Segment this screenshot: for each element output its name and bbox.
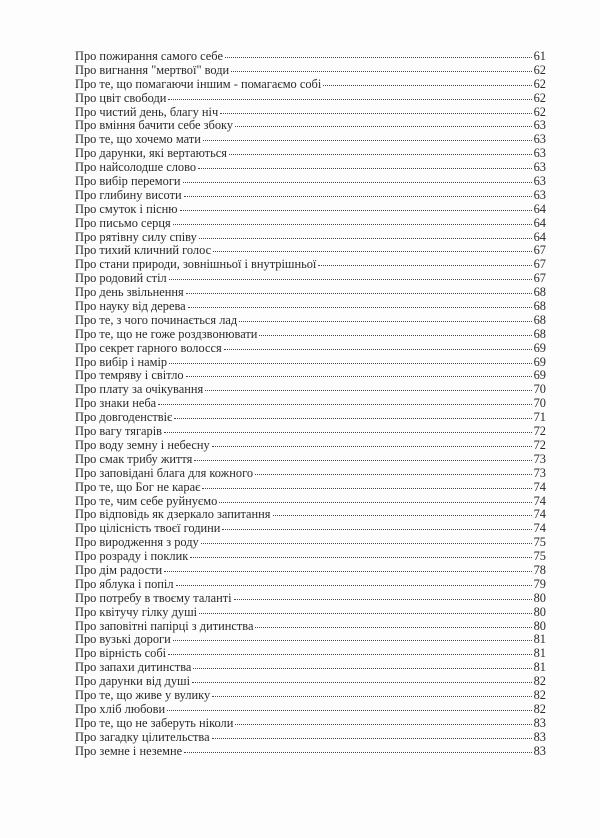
toc-entry <box>75 633 546 647</box>
dot-leader <box>188 306 532 308</box>
toc-entry-page-number: 81 <box>533 646 546 661</box>
toc-entry-title: Про день звільнення <box>75 285 184 300</box>
toc-entry-page-number: 80 <box>533 618 546 633</box>
dot-leader <box>212 737 532 739</box>
toc-entry <box>75 92 546 106</box>
toc-entry-page-number: 62 <box>533 90 546 105</box>
toc-entry <box>75 258 546 272</box>
toc-entry-title: Про воду земну і небесну <box>75 437 210 452</box>
toc-entry <box>75 731 546 745</box>
toc-entry <box>75 244 546 258</box>
toc-entry <box>75 467 546 481</box>
dot-leader <box>235 723 531 725</box>
toc-entry-page-number: 68 <box>533 285 546 300</box>
toc-entry-title: Про те, що не гоже роздзвонювати <box>75 326 258 341</box>
toc-entry <box>75 217 546 231</box>
dot-leader <box>234 598 532 600</box>
toc-entry-page-number: 63 <box>533 118 546 133</box>
dot-leader <box>273 514 532 516</box>
toc-entry-title: Про відповідь як дзеркало запитання <box>75 507 271 522</box>
toc-entry-page-number: 73 <box>533 465 546 480</box>
dot-leader <box>192 681 532 683</box>
toc-entry <box>75 383 546 397</box>
dot-leader <box>186 292 532 294</box>
toc-entry-title: Про дім радости <box>75 562 163 577</box>
toc-entry <box>75 272 546 286</box>
toc-entry-page-number: 75 <box>533 535 546 550</box>
toc-entry <box>75 425 546 439</box>
dot-leader <box>203 139 532 141</box>
toc-entry <box>75 397 546 411</box>
toc-entry <box>75 161 546 175</box>
toc-entry <box>75 300 546 314</box>
dot-leader <box>231 70 531 72</box>
dot-leader <box>318 264 531 266</box>
toc-entry-page-number: 74 <box>533 479 546 494</box>
toc-entry <box>75 745 546 759</box>
toc-entry <box>75 592 546 606</box>
toc-entry-page-number: 74 <box>533 507 546 522</box>
toc-entry-title: Про запахи дитинства <box>75 660 192 675</box>
toc-entry-title: Про те, що хочемо мати <box>75 132 201 147</box>
toc-entry-title: Про дарунки, які вертаються <box>75 146 227 161</box>
toc-entry-title: Про тихий кличний голос <box>75 243 212 258</box>
toc-entry <box>75 64 546 78</box>
toc-entry-page-number: 62 <box>533 76 546 91</box>
toc-entry-page-number: 62 <box>533 62 546 77</box>
toc-entry-page-number: 72 <box>533 424 546 439</box>
toc-entry-page-number: 79 <box>533 576 546 591</box>
toc-entry-title: Про смак трибу життя <box>75 451 193 466</box>
toc-entry-title: Про секрет гарного волосся <box>75 340 222 355</box>
toc-entry-title: Про знаки неба <box>75 396 157 411</box>
toc-entry <box>75 314 546 328</box>
toc-entry-title: Про довгоденствіє <box>75 410 173 425</box>
toc-entry-title: Про виродження з роду <box>75 535 199 550</box>
toc-entry-page-number: 70 <box>533 396 546 411</box>
dot-leader <box>186 375 532 377</box>
toc-entry-page-number: 82 <box>533 701 546 716</box>
toc-entry-title: Про вибір і намір <box>75 354 168 369</box>
toc-entry <box>75 661 546 675</box>
dot-leader <box>168 653 532 655</box>
toc-entry <box>75 647 546 661</box>
toc-entry-page-number: 62 <box>533 104 546 119</box>
toc-entry-page-number: 73 <box>533 451 546 466</box>
toc-entry <box>75 522 546 536</box>
toc-entry-title: Про стани природи, зовнішньої і внутрішньої <box>75 257 317 272</box>
toc-entry-title: Про рятівну силу співу <box>75 229 197 244</box>
toc-entry-page-number: 68 <box>533 299 546 314</box>
dot-leader <box>169 278 532 280</box>
toc-entry-title: Про те, що живе у вулику <box>75 687 211 702</box>
dot-leader <box>184 195 532 197</box>
dot-leader <box>169 362 532 364</box>
dot-leader <box>229 153 532 155</box>
toc-entry-page-number: 63 <box>533 160 546 175</box>
toc-entry <box>75 495 546 509</box>
toc-entry <box>75 606 546 620</box>
toc-entry <box>75 147 546 161</box>
dot-leader <box>235 125 532 127</box>
toc-entry-title: Про плату за очікування <box>75 382 204 397</box>
toc-entry-page-number: 69 <box>533 340 546 355</box>
toc-entry-title: Про хліб любови <box>75 701 166 716</box>
dot-leader <box>198 167 532 169</box>
toc-entry-page-number: 81 <box>533 660 546 675</box>
dot-leader <box>323 84 531 86</box>
table-of-contents <box>75 50 546 758</box>
toc-entry-page-number: 67 <box>533 271 546 286</box>
toc-entry <box>75 328 546 342</box>
toc-entry <box>75 133 546 147</box>
toc-entry-title: Про родовий стіл <box>75 271 167 286</box>
toc-entry <box>75 175 546 189</box>
toc-entry-page-number: 68 <box>533 312 546 327</box>
dot-leader <box>255 473 532 475</box>
toc-entry-page-number: 70 <box>533 382 546 397</box>
toc-entry-title: Про вибір перемоги <box>75 174 181 189</box>
toc-entry-title: Про пожирання самого себе <box>75 49 223 63</box>
dot-leader <box>183 181 532 183</box>
toc-entry-title: Про потребу в твоєму таланті <box>75 590 232 605</box>
toc-entry-page-number: 81 <box>533 632 546 647</box>
toc-entry <box>75 717 546 731</box>
toc-entry-title: Про чистий день, благу ніч <box>75 104 219 119</box>
dot-leader <box>205 389 531 391</box>
toc-entry <box>75 508 546 522</box>
toc-entry-page-number: 71 <box>533 410 546 425</box>
toc-entry-title: Про те, чим себе руйнуємо <box>75 493 218 508</box>
dot-leader <box>220 112 531 114</box>
toc-entry-page-number: 82 <box>533 674 546 689</box>
toc-entry-title: Про загадку цілительства <box>75 729 210 744</box>
toc-entry <box>75 564 546 578</box>
dot-leader <box>184 751 532 753</box>
toc-entry <box>75 481 546 495</box>
toc-entry <box>75 703 546 717</box>
toc-entry-page-number: 83 <box>533 743 546 758</box>
toc-entry-title: Про квітучу гілку душі <box>75 604 198 619</box>
toc-entry <box>75 578 546 592</box>
toc-entry-page-number: 78 <box>533 562 546 577</box>
toc-entry <box>75 689 546 703</box>
toc-entry-title: Про найсолодше слово <box>75 160 197 175</box>
dot-leader <box>213 250 532 252</box>
toc-entry-page-number: 80 <box>533 590 546 605</box>
toc-entry-title: Про цілісність твоєї години <box>75 521 221 536</box>
toc-entry-page-number: 67 <box>533 243 546 258</box>
toc-entry-title: Про земне і неземне <box>75 743 183 758</box>
toc-entry-title: Про вміння бачити себе збоку <box>75 118 234 133</box>
dot-leader <box>190 556 531 558</box>
toc-entry-page-number: 63 <box>533 146 546 161</box>
toc-entry <box>75 411 546 425</box>
toc-entry-title: Про розраду і поклик <box>75 549 189 564</box>
dot-leader <box>255 626 531 628</box>
toc-entry-title: Про те, що Бог не карає <box>75 479 201 494</box>
toc-entry <box>75 106 546 120</box>
dot-leader <box>199 237 532 239</box>
dot-leader <box>180 209 532 211</box>
toc-entry-title: Про те, з чого починається лад <box>75 312 238 327</box>
dot-leader <box>167 709 532 711</box>
dot-leader <box>239 320 531 322</box>
toc-entry <box>75 231 546 245</box>
toc-entry-title: Про вигнання "мертвої" води <box>75 62 230 77</box>
toc-entry <box>75 78 546 92</box>
toc-entry-title: Про глибину висоти <box>75 187 182 202</box>
dot-leader <box>225 56 532 58</box>
toc-entry-page-number: 68 <box>533 326 546 341</box>
dot-leader <box>164 570 531 572</box>
toc-entry-title: Про яблука і попіл <box>75 576 174 591</box>
toc-entry <box>75 439 546 453</box>
dot-leader <box>219 501 531 503</box>
toc-entry <box>75 369 546 383</box>
toc-entry-title: Про науку від дерева <box>75 299 186 314</box>
toc-entry-page-number: 61 <box>533 49 546 63</box>
dot-leader <box>173 223 532 225</box>
dot-leader <box>212 445 532 447</box>
toc-entry-page-number: 75 <box>533 549 546 564</box>
toc-entry-page-number: 74 <box>533 521 546 536</box>
toc-entry-page-number: 69 <box>533 368 546 383</box>
toc-entry-title: Про вузькі дороги <box>75 632 171 647</box>
toc-entry-page-number: 74 <box>533 493 546 508</box>
dot-leader <box>202 487 531 489</box>
toc-entry-title: Про цвіт свободи <box>75 90 167 105</box>
toc-entry-page-number: 63 <box>533 174 546 189</box>
dot-leader <box>168 98 531 100</box>
toc-entry <box>75 189 546 203</box>
toc-entry <box>75 50 546 64</box>
dot-leader <box>173 639 532 641</box>
toc-entry <box>75 536 546 550</box>
toc-entry-title: Про темряву і світло <box>75 368 184 383</box>
dot-leader <box>158 403 531 405</box>
toc-entry-page-number: 83 <box>533 729 546 744</box>
toc-entry <box>75 675 546 689</box>
toc-entry <box>75 453 546 467</box>
toc-entry <box>75 356 546 370</box>
toc-entry <box>75 342 546 356</box>
toc-entry-title: Про вагу тягарів <box>75 424 163 439</box>
toc-entry-title: Про те, що помагаючи іншим - помагаємо собі <box>75 76 322 91</box>
dot-leader <box>259 334 531 336</box>
dot-leader <box>212 695 531 697</box>
toc-entry <box>75 550 546 564</box>
toc-entry <box>75 620 546 634</box>
toc-entry-page-number: 72 <box>533 437 546 452</box>
toc-entry-title: Про заповідані блага для кожного <box>75 465 254 480</box>
dot-leader <box>199 612 532 614</box>
toc-entry-title: Про заповітні папірці з дитинства <box>75 618 254 633</box>
toc-entry-title: Про дарунки від душі <box>75 674 191 689</box>
toc-entry-page-number: 63 <box>533 187 546 202</box>
toc-entry-page-number: 83 <box>533 715 546 730</box>
dot-leader <box>176 584 532 586</box>
toc-entry-page-number: 63 <box>533 132 546 147</box>
toc-entry-page-number: 80 <box>533 604 546 619</box>
toc-entry-page-number: 64 <box>533 229 546 244</box>
dot-leader <box>164 431 532 433</box>
dot-leader <box>174 417 531 419</box>
dot-leader <box>224 348 532 350</box>
toc-entry-title: Про письмо серця <box>75 215 171 230</box>
toc-entry <box>75 119 546 133</box>
toc-entry-page-number: 64 <box>533 215 546 230</box>
dot-leader <box>222 528 531 530</box>
toc-entry-title: Про вірність собі <box>75 646 167 661</box>
dot-leader <box>194 459 531 461</box>
dot-leader <box>201 542 532 544</box>
toc-entry-page-number: 64 <box>533 201 546 216</box>
toc-entry-page-number: 67 <box>533 257 546 272</box>
toc-entry-page-number: 82 <box>533 687 546 702</box>
toc-entry <box>75 286 546 300</box>
toc-entry-title: Про смуток і пісню <box>75 201 178 216</box>
toc-entry-title: Про те, що не заберуть ніколи <box>75 715 234 730</box>
toc-entry-page-number: 69 <box>533 354 546 369</box>
dot-leader <box>193 667 531 669</box>
toc-entry <box>75 203 546 217</box>
